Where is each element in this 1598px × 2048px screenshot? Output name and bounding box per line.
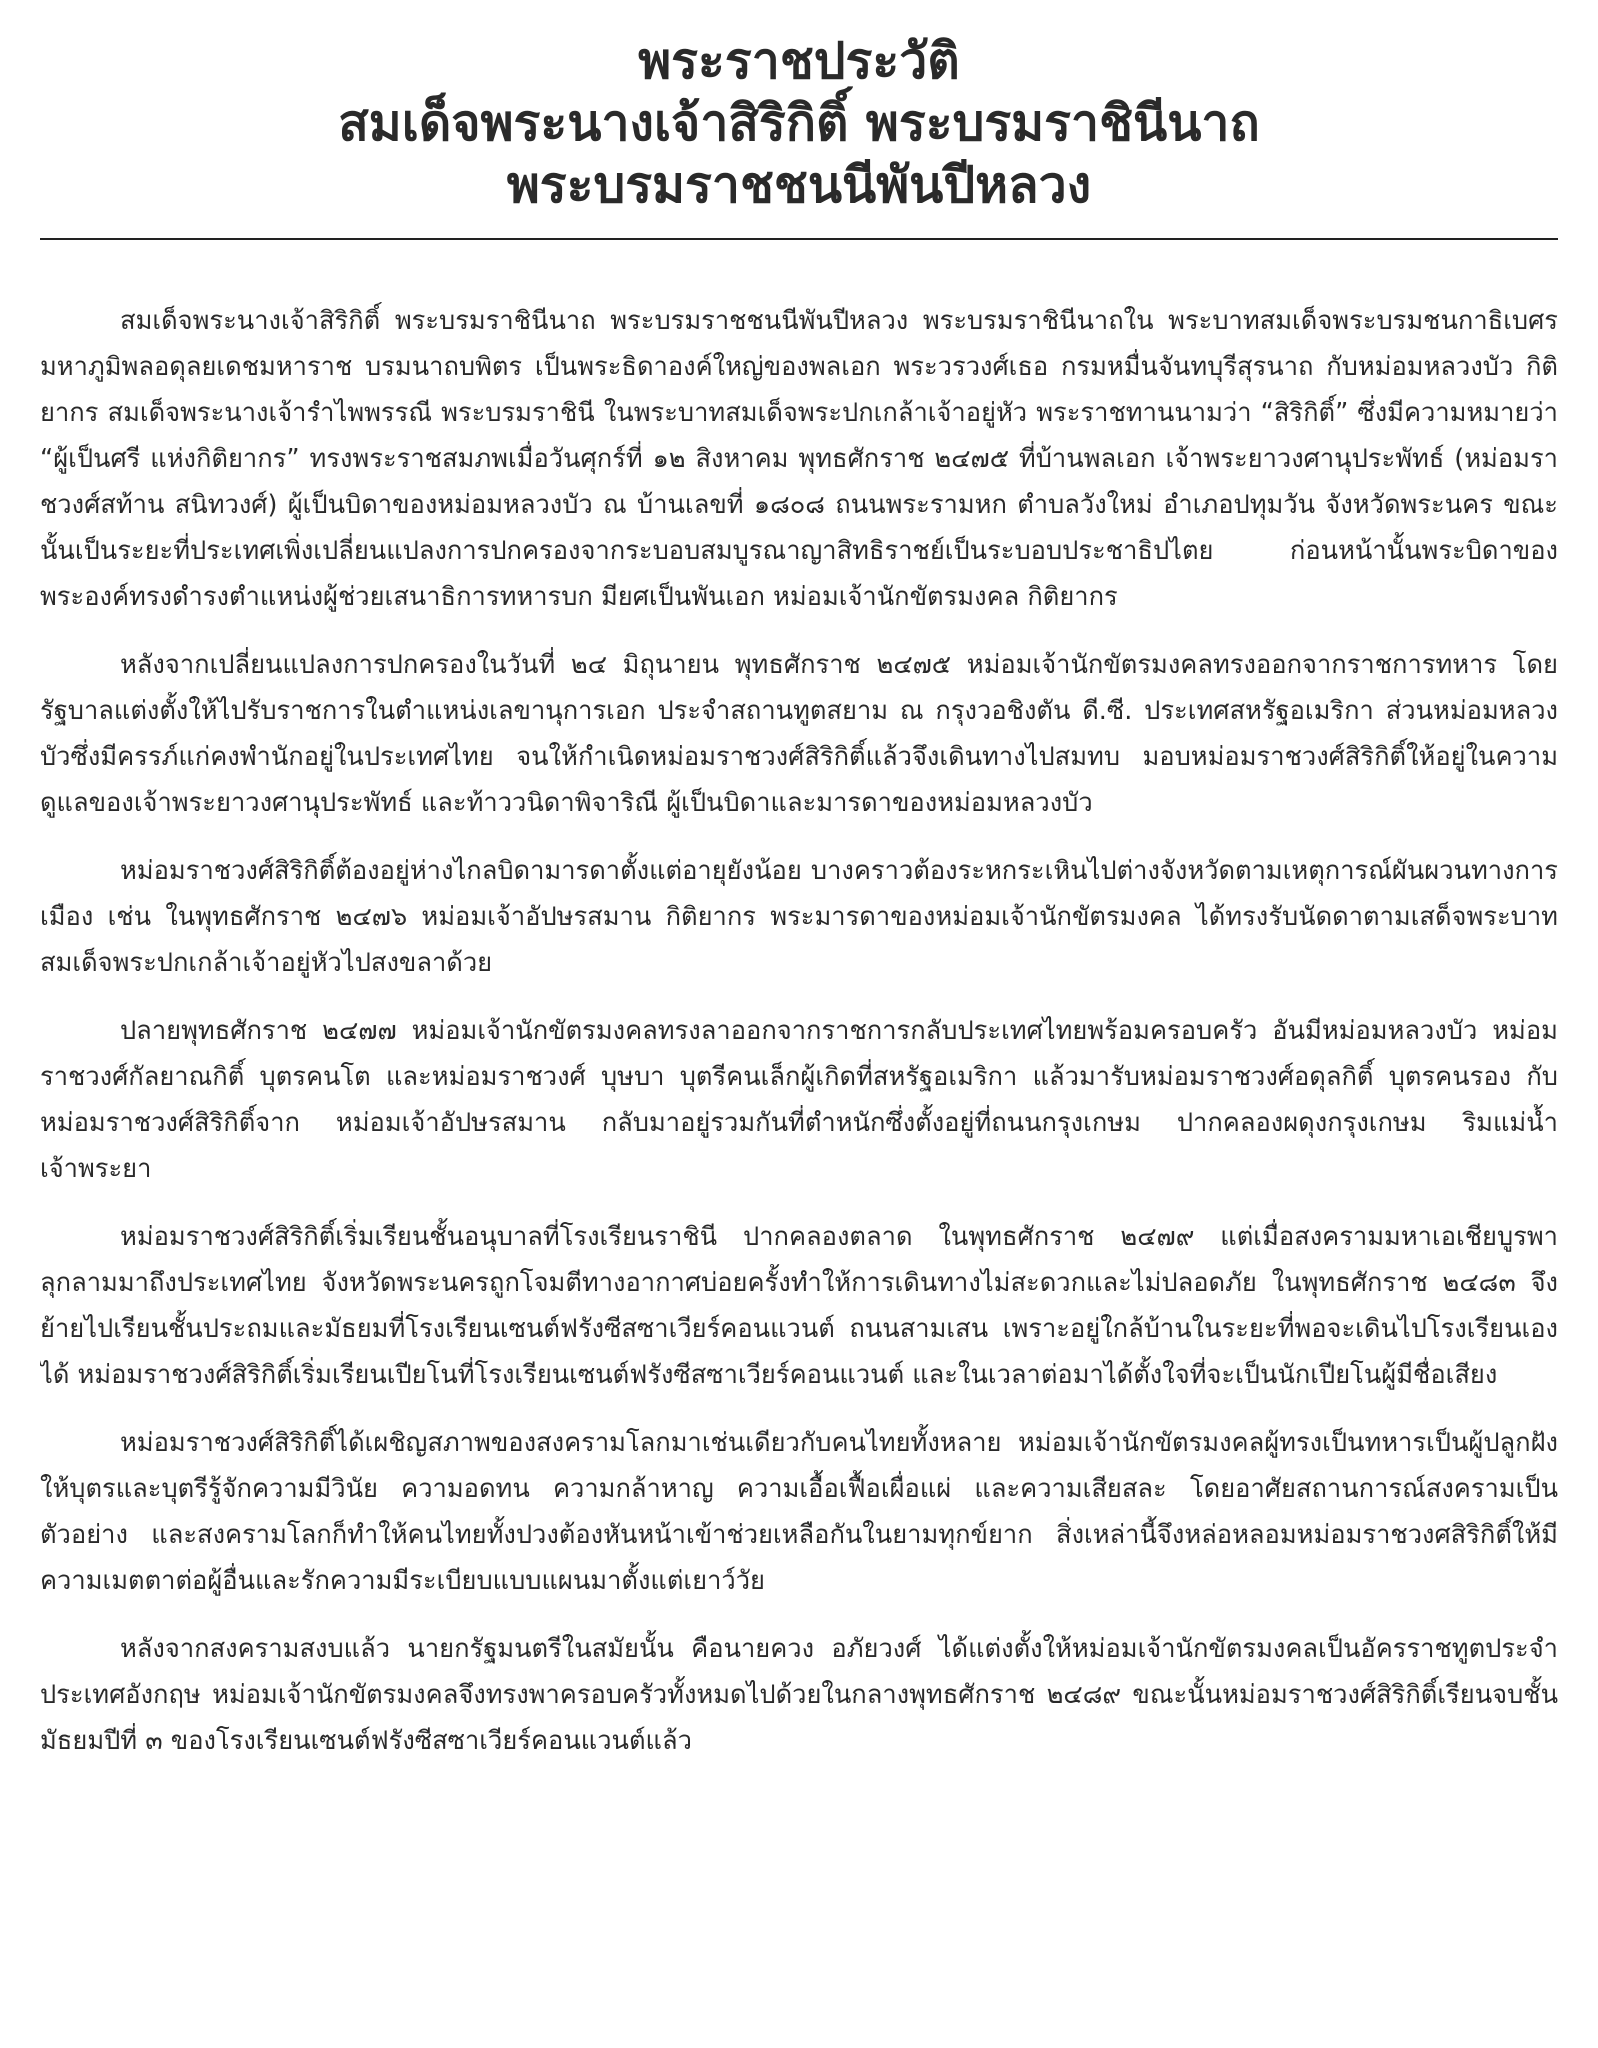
- title-line-3: พระบรมราชชนนีพันปีหลวง: [506, 156, 1092, 214]
- title-line-1: พระราชประวัติ: [638, 32, 960, 90]
- paragraph: หลังจากเปลี่ยนแปลงการปกครองในวันที่ ๒๔ มิถุนายน พุทธศักราช ๒๔๗๕ หม่อมเจ้านักขัตรมงคลทรงออกจากราชการทหาร โดยรัฐบาลแต่งตั้งให้ไปรับราชการในตำแหน่งเลขานุการเอก ประจำสถานทูตสยาม ณ กรุงวอชิงตัน ดี.ซี. ประเทศสหรัฐอเมริกา ส่วนหม่อมหลวงบัวซึ่งมีครรภ์แก่คงพำนักอยู่ในประเทศไทย จนให้กำเนิดหม่อมราชวงศ์สิริกิติ์แล้วจึงเดินทางไปสมทบ มอบหม่อมราชวงศ์สิริกิติ์ให้อยู่ในความดูแลของเจ้าพระยาวงศานุประพัทธ์ และท้าววนิดาพิจาริณี ผู้เป็นบิดาและมารดาของหม่อมหลวงบัว: [40, 650, 1558, 818]
- paragraph: หลังจากสงครามสงบแล้ว นายกรัฐมนตรีในสมัยนั้น คือนายควง อภัยวงศ์ ได้แต่งตั้งให้หม่อมเจ้านักขัตรมงคลเป็นอัครราชทูตประจำประเทศอังกฤษ หม่อมเจ้านักขัตรมงคลจึงทรงพาครอบครัวทั้งหมดไปด้วยในกลางพุทธศักราช ๒๔๘๙ ขณะนั้นหม่อมราชวงศ์สิริกิติ์เรียนจบชั้นมัธยมปีที่ ๓ ของโรงเรียนเซนต์ฟรังซีสซาเวียร์คอนแวนต์แล้ว: [40, 1634, 1558, 1756]
- paragraph: หม่อมราชวงศ์สิริกิติ์ได้เผชิญสภาพของสงครามโลกมาเช่นเดียวกับคนไทยทั้งหลาย หม่อมเจ้านักขัตรมงคลผู้ทรงเป็นทหารเป็นผู้ปลูกฝังให้บุตรและบุตรีรู้จักความมีวินัย ความอดทน ความกล้าหาญ ความเอื้อเฟื้อเผื่อแผ่ และความเสียสละ โดยอาศัยสถานการณ์สงครามเป็นตัวอย่าง และสงครามโลกก็ทำให้คนไทยทั้งปวงต้องหันหน้าเข้าช่วยเหลือกันในยามทุกข์ยาก สิ่งเหล่านี้จึงหล่อหลอมหม่อมราชวงศสิริกิติ์ให้มีความเมตตาต่อผู้อื่นและรักความมีระเบียบแบบแผนมาตั้งแต่เยาว์วัย: [40, 1428, 1558, 1596]
- body-text: [40, 240, 1558, 1764]
- paragraph: หม่อมราชวงศ์สิริกิติ์เริ่มเรียนชั้นอนุบาลที่โรงเรียนราชินี ปากคลองตลาด ในพุทธศักราช ๒๔๗๙ แต่เมื่อสงครามมหาเอเชียบูรพาลุกลามมาถึงประเทศไทย จังหวัดพระนครถูกโจมตีทางอากาศบ่อยครั้งทำให้การเดินทางไม่สะดวกและไม่ปลอดภัย ในพุทธศักราช ๒๔๘๓ จึงย้ายไปเรียนชั้นประถมและมัธยมที่โรงเรียนเซนต์ฟรังซีสซาเวียร์คอนแวนต์ ถนนสามเสน เพราะอยู่ใกล้บ้านในระยะที่พอจะเดินไปโรงเรียนเองได้ หม่อมราชวงศ์สิริกิติ์เริ่มเรียนเปียโนที่โรงเรียนเซนต์ฟรังซีสซาเวียร์คอนแวนต์ และในเวลาต่อมาได้ตั้งใจที่จะเป็นนักเปียโนผู้มีชื่อเสียง: [40, 1222, 1558, 1390]
- paragraph: ปลายพุทธศักราช ๒๔๗๗ หม่อมเจ้านักขัตรมงคลทรงลาออกจากราชการกลับประเทศไทยพร้อมครอบครัว อันมีหม่อมหลวงบัว หม่อมราชวงศ์กัลยาณกิติ์ บุตรคนโต และหม่อมราชวงศ์ บุษบา บุตรีคนเล็กผู้เกิดที่สหรัฐอเมริกา แล้วมารับหม่อมราชวงศ์อดุลกิติ์ บุตรคนรอง กับ หม่อมราชวงศ์สิริกิติ์จาก หม่อมเจ้าอัปษรสมาน กลับมาอยู่รวมกันที่ตำหนักซึ่งตั้งอยู่ที่ถนนกรุงเกษม ปากคลองผดุงกรุงเกษม ริมแม่น้ำเจ้าพระยา: [40, 1016, 1558, 1184]
- paragraph: สมเด็จพระนางเจ้าสิริกิติ์ พระบรมราชินีนาถ พระบรมราชชนนีพันปีหลวง พระบรมราชินีนาถใน พระบาทสมเด็จพระบรมชนกาธิเบศร มหาภูมิพลอดุลยเดชมหาราช บรมนาถบพิตร เป็นพระธิดาองค์ใหญ่ของพลเอก พระวรวงศ์เธอ กรมหมื่นจันทบุรีสุรนาถ กับหม่อมหลวงบัว กิติยากร สมเด็จพระนางเจ้ารำไพพรรณี พระบรมราชินี ในพระบาทสมเด็จพระปกเกล้าเจ้าอยู่หัว พระราชทานนามว่า “สิริกิติ์” ซึ่งมีความหมายว่า “ผู้เป็นศรี แห่งกิติยากร” ทรงพระราชสมภพเมื่อวันศุกร์ที่ ๑๒ สิงหาคม พุทธศักราช ๒๔๗๕ ที่บ้านพลเอก เจ้าพระยาวงศานุประพัทธ์ (หม่อมราชวงศ์สท้าน สนิทวงศ์) ผู้เป็นบิดาของหม่อมหลวงบัว ณ บ้านเลขที่ ๑๘๐๘ ถนนพระรามหก ตำบลวังใหม่ อำเภอปทุมวัน จังหวัดพระนคร ขณะนั้นเป็นระยะที่ประเทศเพิ่งเปลี่ยนแปลงการปกครองจากระบอบสมบูรณาญาสิทธิราชย์เป็นระบอบประชาธิปไตย ก่อนหน้านั้นพระบิดาของพระองค์ทรงดำรงตำแหน่งผู้ช่วยเสนาธิการทหารบก มียศเป็นพันเอก หม่อมเจ้านักขัตรมงคล กิติยากร: [40, 306, 1558, 612]
- title-line-2: สมเด็จพระนางเจ้าสิริกิติ์ พระบรมราชินีนาถ: [338, 94, 1260, 152]
- document-page: [40, 0, 1558, 2048]
- page-title: [40, 0, 1558, 240]
- paragraph: หม่อมราชวงศ์สิริกิติ์ต้องอยู่ห่างไกลบิดามารดาตั้งแต่อายุยังน้อย บางคราวต้องระหกระเหินไปต่างจังหวัดตามเหตุการณ์ผันผวนทางการเมือง เช่น ในพุทธศักราช ๒๔๗๖ หม่อมเจ้าอัปษรสมาน กิติยากร พระมารดาของหม่อมเจ้านักขัตรมงคล ได้ทรงรับนัดดาตามเสด็จพระบาทสมเด็จพระปกเกล้าเจ้าอยู่หัวไปสงขลาด้วย: [40, 856, 1558, 978]
